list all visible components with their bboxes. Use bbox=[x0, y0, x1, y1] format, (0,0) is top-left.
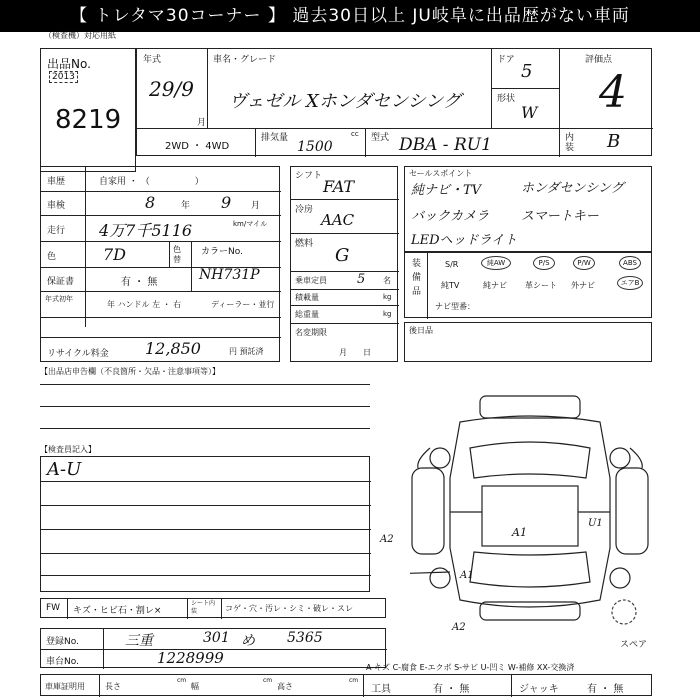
registration-number: 5365 bbox=[287, 630, 323, 646]
equipment-label: 装備品 bbox=[412, 259, 422, 297]
registration-label: 登録No. bbox=[46, 637, 79, 647]
capacity-unit: 名 bbox=[383, 276, 391, 285]
spare-label: スペア bbox=[620, 640, 648, 650]
cert-label: 車庫証明用 bbox=[45, 682, 85, 691]
fw-label: FW bbox=[46, 603, 61, 613]
paint-label: 色替 bbox=[173, 245, 181, 264]
shift-label: シフト bbox=[295, 171, 323, 181]
len-label: 長さ bbox=[105, 682, 121, 691]
registration-box bbox=[40, 628, 386, 668]
score-label: 評価点 bbox=[585, 55, 613, 65]
specs-box bbox=[290, 166, 398, 362]
ac-label: 冷房 bbox=[295, 205, 314, 215]
warranty-label: 保証書 bbox=[47, 277, 75, 287]
damage-mark-2: A2 bbox=[380, 534, 394, 545]
chassis-value: 1228999 bbox=[157, 649, 224, 667]
registration-class: 301 bbox=[203, 630, 230, 646]
header-box bbox=[136, 48, 652, 156]
tools-label: 工具 bbox=[371, 684, 391, 695]
eq-airbag: エアB bbox=[617, 276, 643, 290]
later-items-label: 後日品 bbox=[409, 326, 433, 335]
name-value: ヴェゼル Xホンダセンシング bbox=[229, 91, 461, 112]
footer-row bbox=[40, 674, 652, 696]
tsuki-mark: 月 bbox=[251, 201, 261, 211]
selling-point-2: ホンダセンシング bbox=[521, 181, 624, 196]
recycle-value: 12,850 bbox=[145, 339, 201, 358]
firstyear-label: 年式初年 bbox=[45, 295, 73, 303]
cc-unit: cc bbox=[351, 130, 359, 138]
namechange-unit: 月 日 bbox=[339, 348, 371, 357]
eq-ps: P/S bbox=[533, 256, 555, 270]
eq-navi: 純ナビ bbox=[483, 281, 507, 290]
lot-label: 出品No. bbox=[47, 57, 91, 71]
fw-items2: コゲ・穴・汚レ・シミ・破レ・スレ bbox=[225, 604, 353, 613]
navi-model-label: ナビ型番： bbox=[435, 302, 475, 311]
eq-abs: ABS bbox=[619, 256, 641, 270]
drive-label: 2WD ・ 4WD bbox=[165, 141, 230, 152]
car-diagram bbox=[410, 388, 650, 628]
chassis-label: 車台No. bbox=[46, 657, 79, 667]
mileage-value: 4万7千5116 bbox=[99, 221, 193, 240]
jack-value: 有 ・ 無 bbox=[587, 684, 624, 695]
height-label: 高さ bbox=[277, 682, 293, 691]
fuel-label: 燃料 bbox=[295, 239, 314, 249]
load-unit: kg bbox=[383, 293, 392, 301]
gross-unit: kg bbox=[383, 310, 392, 318]
eq-tv: 純TV bbox=[441, 281, 460, 290]
interior-label: 内装 bbox=[565, 133, 575, 153]
shape-label: 形状 bbox=[497, 94, 516, 104]
mileage-label: 走行 bbox=[47, 226, 66, 236]
year-label: 年式 bbox=[143, 55, 162, 65]
displacement-label: 排気量 bbox=[261, 133, 289, 143]
dealer-label: ディーラー・並行 bbox=[211, 300, 275, 309]
fuel-value: G bbox=[335, 245, 350, 266]
eq-leather: 革シート bbox=[525, 281, 557, 290]
equipment-box bbox=[404, 252, 652, 318]
colorno-value: NH731P bbox=[199, 267, 260, 283]
eq-sr: S/R bbox=[445, 260, 459, 269]
reg-label: 車歴 bbox=[47, 177, 66, 187]
ac-value: AAC bbox=[321, 211, 355, 229]
cm-unit-1: cm bbox=[177, 677, 187, 684]
inspector-label: 【検査員記入】 bbox=[40, 445, 96, 454]
name-label: 車名・グレード bbox=[213, 55, 277, 65]
width-label: 幅 bbox=[191, 682, 199, 691]
inspector-box bbox=[40, 456, 370, 592]
namechange-label: 名変期限 bbox=[295, 328, 327, 337]
fw-row bbox=[40, 598, 386, 618]
damage-mark-1: A1 bbox=[512, 526, 527, 539]
auction-sheet bbox=[0, 32, 700, 700]
shift-value: FAT bbox=[323, 177, 355, 196]
model-label: 型式 bbox=[371, 133, 390, 143]
month-mark: 月 bbox=[197, 118, 207, 128]
inspection-month: 9 bbox=[221, 193, 232, 212]
year-value: 29/9 bbox=[149, 77, 194, 101]
door-value: 5 bbox=[521, 61, 533, 82]
displacement-value: 1500 bbox=[297, 139, 333, 155]
top-note: （検查機）対応用紙 bbox=[44, 31, 116, 40]
handle-label: 年 ハンドル 左 ・ 右 bbox=[107, 300, 182, 309]
km-unit: km/マイル bbox=[233, 220, 268, 228]
jack-label: ジャッキ bbox=[519, 684, 559, 695]
nen-mark: 年 bbox=[181, 201, 191, 211]
fw-items: キズ・ヒビ石・割レ× bbox=[73, 606, 162, 616]
selling-points-box bbox=[404, 166, 652, 252]
damage-mark-5: A1 bbox=[460, 570, 474, 581]
score-value: 4 bbox=[599, 67, 627, 118]
sheet-label: シート内装 bbox=[191, 600, 216, 615]
eq-alloy: 純AW bbox=[481, 256, 511, 270]
inspection-year: 8 bbox=[145, 193, 156, 212]
load-label: 積載量 bbox=[295, 293, 319, 302]
color-value: 7D bbox=[103, 245, 127, 264]
history-box bbox=[40, 166, 280, 362]
tools-value: 有 ・ 無 bbox=[433, 684, 470, 695]
capacity-label: 乗車定員 bbox=[295, 276, 327, 285]
selling-point-5: LEDヘッドライト bbox=[411, 233, 518, 248]
registration-kana: め bbox=[241, 633, 255, 649]
damage-legend: A-キズ C-腐食 E-エクボ S-サビ U-凹ミ W-補修 XX-交換済 bbox=[366, 663, 575, 672]
selling-points-label: セールスポイント bbox=[409, 169, 473, 178]
recycle-label: リサイクル料金 bbox=[47, 349, 109, 359]
eq-pw: P/W bbox=[573, 256, 595, 270]
damage-mark-4: U1 bbox=[588, 518, 603, 529]
selling-point-1: 純ナビ・TV bbox=[411, 183, 482, 198]
recycle-unit: 円 預託済 bbox=[229, 347, 264, 356]
reg-options: 自家用 ・ （ ） bbox=[99, 177, 204, 187]
seller-notes-label: 【出品店申告欄（不良箇所・欠品・注意事項等）】 bbox=[40, 367, 220, 376]
eq-ext-navi: 外ナビ bbox=[571, 281, 595, 290]
later-items-box bbox=[404, 322, 652, 362]
warranty-value: 有 ・ 無 bbox=[121, 277, 158, 288]
interior-value: B bbox=[607, 131, 621, 152]
damage-mark-3: A2 bbox=[452, 622, 466, 633]
lot-box bbox=[40, 48, 136, 172]
lot-year-tag: 2013 bbox=[49, 71, 78, 83]
inspection-label: 車検 bbox=[47, 201, 66, 211]
lot-number: 8219 bbox=[55, 105, 122, 135]
shape-value: W bbox=[521, 103, 538, 122]
registration-pref: 三重 bbox=[125, 633, 153, 649]
banner: 【 トレタマ30コーナー 】 過去30日以上 JU岐阜に出品歴がない車両 bbox=[0, 0, 700, 32]
cm-unit-3: cm bbox=[349, 677, 359, 684]
capacity-value: 5 bbox=[357, 272, 366, 287]
selling-point-4: スマートキー bbox=[521, 209, 599, 224]
colorno-label: カラーNo. bbox=[201, 247, 243, 257]
model-value: DBA - RU1 bbox=[399, 135, 492, 155]
door-label: ドア bbox=[497, 55, 515, 65]
inspector-value: A-U bbox=[47, 459, 82, 480]
selling-point-3: バックカメラ bbox=[411, 209, 490, 224]
cm-unit-2: cm bbox=[263, 677, 273, 684]
gross-label: 総重量 bbox=[295, 310, 319, 319]
color-label: 色 bbox=[47, 252, 57, 262]
